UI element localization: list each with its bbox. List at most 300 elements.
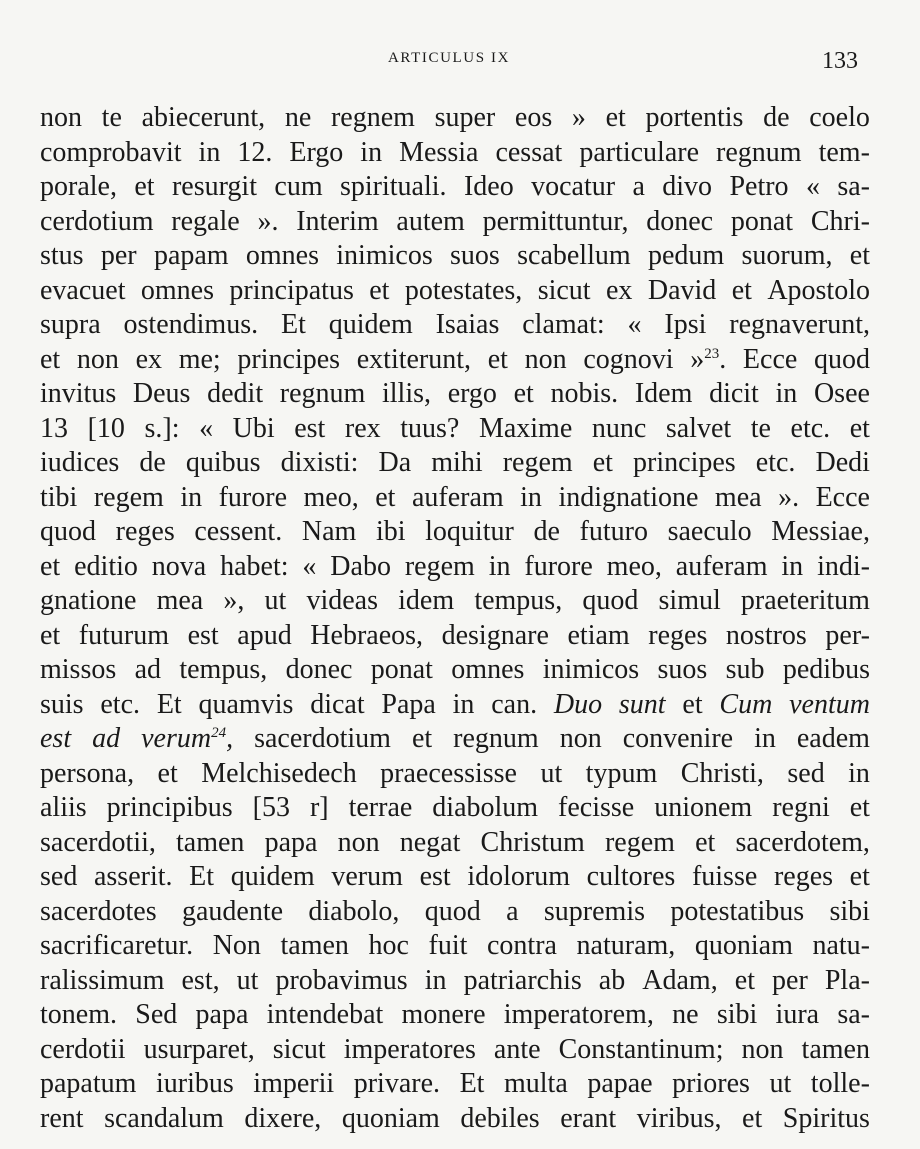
text-word: contra <box>487 930 557 961</box>
text-line <box>40 757 870 792</box>
text-word: « <box>199 412 214 444</box>
text-word: tonem. <box>40 999 117 1030</box>
text-word: Et <box>280 309 306 340</box>
text-word: r] <box>309 792 329 823</box>
text-word: gnatione <box>40 585 137 616</box>
text-word: non <box>337 826 380 858</box>
text-word: quoniam <box>694 930 793 961</box>
text-word: »$^{23}$. <box>690 343 727 375</box>
text-word: erant <box>560 1102 617 1134</box>
text-word: ventum <box>789 688 870 720</box>
text-word: tibi <box>40 481 78 513</box>
text-word: est <box>419 861 451 892</box>
text-word: meo, <box>303 481 359 513</box>
text-word: mea <box>714 481 762 513</box>
text-word: ante <box>493 1033 541 1065</box>
text-word: sicut <box>537 274 591 306</box>
text-word: regem <box>604 826 675 858</box>
text-word: sicut <box>272 1033 326 1065</box>
text-word: Melchisedech <box>201 757 357 789</box>
text-word: regnum <box>279 378 366 409</box>
body-text <box>40 101 870 1136</box>
text-word: praeteritum <box>740 585 870 616</box>
text-word: eadem <box>796 723 870 754</box>
text-word: tempus, <box>179 654 268 685</box>
text-word: in <box>452 688 475 720</box>
text-word: sacrificaretur. <box>40 930 194 961</box>
text-word: et <box>157 757 178 789</box>
text-word: regem <box>93 481 164 513</box>
text-word: persona, <box>40 757 135 789</box>
text-word: Messia <box>399 136 479 168</box>
text-word: Ergo <box>289 136 344 168</box>
text-word: tamen <box>280 930 349 961</box>
text-line <box>40 170 870 205</box>
text-word: omnes <box>451 654 525 685</box>
text-word: nostros <box>725 619 807 651</box>
text-word: principibus <box>106 792 233 823</box>
text-word: ostendimus. <box>123 309 259 340</box>
text-word: et <box>849 792 870 823</box>
text-word: dicat <box>310 688 365 720</box>
text-line <box>40 274 870 309</box>
text-word: ponat <box>730 205 794 237</box>
text-word: gaudente <box>181 895 284 927</box>
text-word: viribus, <box>636 1102 722 1134</box>
text-word: in <box>198 136 221 168</box>
text-word: cessent. <box>194 516 283 547</box>
text-word: et <box>682 688 703 720</box>
text-word: quod <box>40 516 96 547</box>
text-word: mihi <box>431 447 483 478</box>
text-word: me; <box>178 343 221 375</box>
footnote-marker: 23 <box>704 345 720 362</box>
text-word: Et <box>156 688 182 720</box>
text-word: ut <box>540 757 563 789</box>
text-word: », <box>223 585 245 616</box>
text-line <box>40 998 870 1033</box>
text-word: et <box>731 274 752 306</box>
text-word: convenire <box>622 723 734 754</box>
text-word: tuus? <box>400 412 460 444</box>
text-word: cessat <box>495 136 563 168</box>
text-word: et <box>375 481 396 513</box>
text-line <box>40 1102 870 1137</box>
text-word: Da <box>378 447 412 478</box>
text-word: vocatur <box>531 171 616 202</box>
text-word: regem <box>502 447 573 478</box>
text-word: imperatorem, <box>503 999 654 1030</box>
text-word: Et <box>189 861 215 892</box>
text-word: reges <box>115 516 175 547</box>
text-word: asserit. <box>93 861 173 892</box>
text-word: Apostolo <box>767 274 870 306</box>
text-word: mea <box>156 585 204 616</box>
text-word: ibi <box>375 516 406 547</box>
text-word: cultores <box>586 861 676 892</box>
text-word: fuit <box>428 930 468 961</box>
text-word: Dedi <box>815 447 870 478</box>
text-word: 13 <box>40 412 68 444</box>
text-word: Cum <box>719 688 773 720</box>
text-line <box>40 308 870 343</box>
page-number: 133 <box>822 48 858 74</box>
text-word: typum <box>585 757 658 789</box>
text-word: habet: <box>220 550 289 582</box>
text-word: idem <box>398 585 455 616</box>
text-word: futurum <box>78 619 170 651</box>
text-word: idolorum <box>467 861 570 892</box>
text-word: regnem <box>330 102 415 133</box>
text-word: sa- <box>837 999 870 1030</box>
text-word: reges <box>773 861 834 892</box>
text-word: diabolum <box>432 792 539 823</box>
footnote-marker: 24 <box>211 725 227 741</box>
text-word: donec <box>285 654 353 685</box>
text-word: a <box>632 171 645 202</box>
text-word: cerdotium <box>40 205 154 237</box>
text-word: futuro <box>579 516 648 547</box>
text-word: portentis <box>645 102 744 133</box>
text-word: Ecce <box>742 343 798 375</box>
text-word: quidem <box>230 861 315 892</box>
text-word: imperii <box>253 1068 335 1099</box>
text-word: Chri- <box>810 205 870 237</box>
text-word: ». <box>257 205 279 237</box>
text-word: multa <box>504 1068 568 1099</box>
text-word: Nam <box>301 516 357 547</box>
text-word: nova <box>151 550 207 582</box>
text-word: sacerdotes <box>40 895 157 927</box>
text-word: nunc <box>591 412 647 444</box>
text-word: cerdotii <box>40 1033 126 1065</box>
text-word: non <box>524 343 567 375</box>
text-word: omnes <box>140 274 215 306</box>
text-word: regni <box>772 792 830 823</box>
text-line <box>40 1033 870 1068</box>
text-word: Duo <box>553 688 603 720</box>
text-word: regem <box>404 550 475 582</box>
text-word: in <box>754 723 776 754</box>
text-word: et <box>40 343 61 375</box>
text-word: non <box>741 1033 784 1065</box>
text-word: est <box>294 412 326 444</box>
text-word: in <box>520 481 542 513</box>
text-line <box>40 722 870 757</box>
text-word: tamen <box>801 1033 870 1065</box>
text-word: patriarchis <box>463 964 582 996</box>
text-word: editio <box>74 550 138 582</box>
text-word: potestates, <box>404 274 523 306</box>
text-word: tamen <box>176 826 245 858</box>
text-word: papa <box>264 826 318 858</box>
text-word: [10 <box>87 412 125 444</box>
text-word: autem <box>396 205 465 237</box>
text-word: suis <box>40 688 84 720</box>
text-word: ut <box>236 964 259 996</box>
text-word: rex <box>344 412 381 444</box>
text-word: principes <box>633 447 736 478</box>
text-word: in <box>781 550 804 582</box>
text-word: ». <box>778 481 800 513</box>
text-word: salvet <box>665 412 732 444</box>
text-word: naturam, <box>576 930 676 961</box>
text-word: meo, <box>606 550 662 582</box>
text-word: suorum, <box>741 240 833 271</box>
text-word: verum <box>331 861 403 892</box>
text-word: papam <box>153 240 229 271</box>
text-word: extiterunt, <box>356 343 472 375</box>
text-word: Spiritus <box>782 1102 870 1134</box>
text-word: supra <box>40 309 101 340</box>
text-line <box>40 964 870 999</box>
text-word: in <box>775 378 798 409</box>
text-word: quibus <box>185 447 261 478</box>
text-word: regnum <box>453 723 539 754</box>
text-word: et <box>742 1102 763 1134</box>
text-line <box>40 619 870 654</box>
text-word: [53 <box>252 792 290 823</box>
text-word: te <box>750 412 771 444</box>
text-word: de <box>533 516 560 547</box>
text-word: scandalum <box>104 1102 224 1134</box>
text-word: « <box>627 309 642 340</box>
text-word: principes <box>237 343 341 375</box>
text-line <box>40 515 870 550</box>
text-word: sed <box>40 861 78 892</box>
text-word: et <box>487 343 508 375</box>
text-word: tempus, <box>474 585 563 616</box>
text-word: permittuntur, <box>482 205 629 237</box>
text-word: iuribus <box>155 1068 234 1099</box>
text-word: monere <box>401 999 486 1030</box>
text-word: donec <box>646 205 714 237</box>
text-word: in <box>360 136 383 168</box>
text-word: inimicos <box>542 654 640 685</box>
text-word: Interim <box>296 205 379 237</box>
running-title: ARTICULUS IX <box>388 50 511 66</box>
text-word: et <box>513 378 534 409</box>
text-word: a <box>506 895 519 927</box>
text-word: Hebraeos, <box>310 619 424 651</box>
text-line <box>40 826 870 861</box>
text-word: videas <box>306 585 378 616</box>
text-word: aliis <box>40 792 87 823</box>
text-word: invitus <box>40 378 117 409</box>
text-word: Pla- <box>824 964 870 996</box>
text-word: est <box>40 723 72 754</box>
text-word: iudices <box>40 447 120 478</box>
text-word: Petro <box>729 171 789 202</box>
text-word: quod <box>582 585 639 616</box>
text-word: furore <box>524 550 593 582</box>
text-word: Constantinum; <box>558 1033 724 1065</box>
text-word: 12. <box>237 136 273 168</box>
text-word: Christi, <box>680 757 764 789</box>
text-word: ponat <box>370 654 433 685</box>
text-word: Isaias <box>435 309 500 340</box>
text-word: in <box>180 481 203 513</box>
text-word: s.]: <box>144 412 180 444</box>
text-word: potestatibus <box>670 895 805 927</box>
text-word: regnaverunt, <box>729 309 870 340</box>
text-word: tolle- <box>810 1068 870 1099</box>
text-word: non <box>559 723 602 754</box>
text-word: simul <box>658 585 721 616</box>
text-word: non <box>40 102 82 133</box>
text-line <box>40 550 870 585</box>
text-word: papae <box>587 1068 653 1099</box>
text-word: omnes <box>245 240 319 271</box>
text-word: Christum <box>480 826 585 858</box>
text-word: etiam <box>567 619 630 651</box>
text-word: per- <box>825 619 870 651</box>
text-word: abiecerunt, <box>141 102 266 133</box>
text-line <box>40 101 870 136</box>
text-word: sa- <box>837 171 870 202</box>
text-word: in <box>848 757 870 789</box>
text-word: priores <box>672 1068 750 1099</box>
text-word: Papa <box>381 688 436 720</box>
text-word: et <box>849 240 870 271</box>
text-word: papatum <box>40 1068 137 1099</box>
text-word: et <box>849 861 870 892</box>
text-word: probavimus <box>275 964 408 996</box>
text-word: et <box>40 619 61 651</box>
text-word: debiles <box>460 1102 540 1134</box>
text-line <box>40 343 870 378</box>
text-word: particulare <box>579 136 700 168</box>
text-word: etc. <box>790 412 831 444</box>
text-word: coelo <box>809 102 870 133</box>
text-word: et <box>134 171 155 202</box>
text-word: ne <box>672 999 699 1030</box>
text-word: ut <box>769 1068 792 1099</box>
text-line <box>40 136 870 171</box>
text-word: in <box>488 550 511 582</box>
text-line <box>40 929 870 964</box>
text-line <box>40 688 870 723</box>
text-word: Ideo <box>463 171 514 202</box>
text-word: indignatione <box>558 481 699 513</box>
text-word: divo <box>662 171 713 202</box>
text-word: apud <box>237 619 292 651</box>
text-word: Messiae, <box>771 516 870 547</box>
text-word: Adam, <box>642 964 718 996</box>
text-word: usurparet, <box>143 1033 255 1065</box>
text-word: principatus <box>229 274 354 306</box>
text-word: evacuet <box>40 274 126 306</box>
text-word: et <box>695 826 716 858</box>
text-word: etc. <box>100 688 141 720</box>
text-word: inimicos <box>336 240 433 271</box>
text-word: Ecce <box>815 481 870 513</box>
text-word: ex <box>135 343 163 375</box>
text-word: Et <box>459 1068 485 1099</box>
text-word: stus <box>40 240 84 271</box>
text-line <box>40 791 870 826</box>
text-word: sunt <box>618 688 666 720</box>
text-word: per <box>100 240 137 271</box>
text-word: cum <box>274 171 323 202</box>
text-word: dixere, <box>244 1102 322 1134</box>
text-word: ad <box>134 654 162 685</box>
text-line <box>40 1067 870 1102</box>
text-word: loquitur <box>425 516 514 547</box>
text-word: natu- <box>812 930 870 961</box>
text-word: auferam <box>411 481 504 513</box>
text-word: imperatores <box>343 1033 476 1065</box>
text-word: in <box>424 964 447 996</box>
text-line <box>40 412 870 447</box>
text-word: super <box>434 102 496 133</box>
text-word: missos <box>40 654 117 685</box>
text-word: saeculo <box>667 516 752 547</box>
text-word: rent <box>40 1102 84 1134</box>
text-word: eos <box>514 102 553 133</box>
text-word: et <box>734 964 755 996</box>
text-word: Deus <box>132 378 191 409</box>
text-word: David <box>647 274 717 306</box>
text-word: pedibus <box>782 654 870 685</box>
text-word: ab <box>598 964 626 996</box>
text-word: sacerdotii, <box>40 826 156 858</box>
text-word: furore <box>218 481 287 513</box>
running-head <box>0 50 920 80</box>
text-word: Sed <box>135 999 178 1030</box>
text-word: designare <box>441 619 549 651</box>
text-word: Dabo <box>330 550 391 582</box>
text-word: et <box>369 274 390 306</box>
text-word: porale, <box>40 171 117 202</box>
text-word: sacerdotem, <box>735 826 870 858</box>
text-word: auferam <box>675 550 768 582</box>
text-word: quod <box>813 343 870 375</box>
text-word: illis, <box>382 378 432 409</box>
text-word: etc. <box>755 447 796 478</box>
text-line <box>40 860 870 895</box>
text-word: sed <box>787 757 825 789</box>
text-word: nobis. <box>550 378 619 409</box>
text-line <box>40 481 870 516</box>
text-word: ralissimum <box>40 964 165 996</box>
text-word: reges <box>648 619 708 651</box>
text-word: spirituali. <box>340 171 447 202</box>
text-word: dedit <box>207 378 264 409</box>
text-word: tem- <box>818 136 870 168</box>
text-line <box>40 239 870 274</box>
text-word: ex <box>606 274 633 306</box>
text-word: de <box>139 447 166 478</box>
text-word: « <box>302 550 317 582</box>
text-word: clamat: <box>522 309 605 340</box>
text-word: supremis <box>543 895 646 927</box>
text-word: indi- <box>817 550 870 582</box>
text-word: Osee <box>813 378 870 409</box>
text-word: non <box>76 343 119 375</box>
text-word: regnum <box>716 136 802 168</box>
text-word: cognovi <box>583 343 674 375</box>
text-word: per <box>772 964 808 996</box>
text-word: quamvis <box>198 688 294 720</box>
text-word: papa <box>195 999 249 1030</box>
text-word: suos <box>657 654 708 685</box>
text-word: Maxime <box>478 412 573 444</box>
text-word: sacerdotium <box>254 723 391 754</box>
text-word: et <box>849 412 870 444</box>
text-word: diabolo, <box>308 895 400 927</box>
text-word: ne <box>284 102 312 133</box>
